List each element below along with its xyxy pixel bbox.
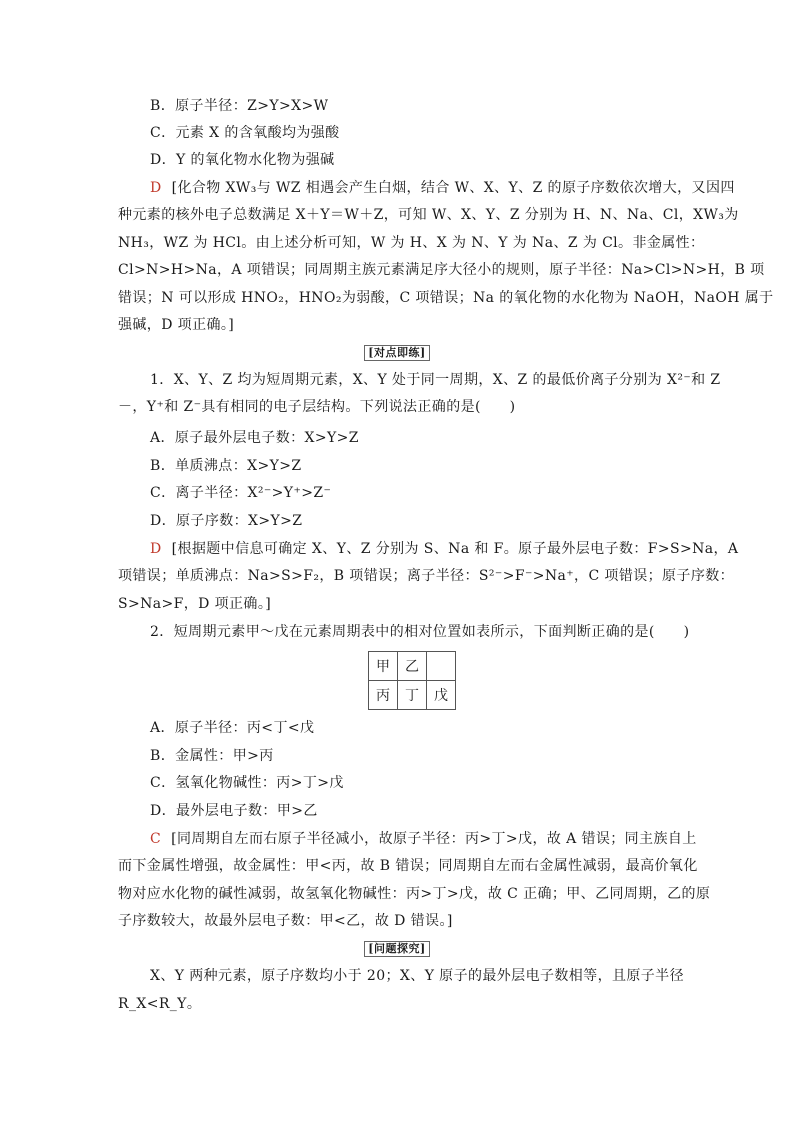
table-cell: 戊 xyxy=(427,681,456,710)
table-cell: 乙 xyxy=(398,652,427,681)
option-a: A．原子半径：丙<丁<戊 xyxy=(150,720,315,736)
option-d: D．最外层电子数：甲>乙 xyxy=(150,803,318,819)
answer-letter: D xyxy=(150,180,162,196)
answer-explanation-line: 项错误；单质沸点：Na>S>F₂，B 项错误；离子半径：S²⁻>F⁻>Na⁺，C 项错误；原子序数： xyxy=(118,568,735,584)
question-text: R_X<R_Y。 xyxy=(118,996,202,1012)
option-b: B．金属性：甲>丙 xyxy=(150,748,274,764)
table-cell: 丁 xyxy=(398,681,427,710)
answer-letter: D xyxy=(150,541,162,557)
table-cell: 丙 xyxy=(369,681,398,710)
question-text: X、Y 两种元素，原子序数均小于 20；X、Y 原子的最外层电子数相等，且原子半径 xyxy=(150,968,684,984)
answer-explanation-line: Cl>N>H>Na，A 项错误；同周期主族元素满足序大径小的规则，原子半径：Na>Cl>N>H，B 项 xyxy=(118,262,765,278)
answer-explanation-line: D [化合物 XW₃与 WZ 相遇会产生白烟，结合 W、X、Y、Z 的原子序数依次增大，又因四 xyxy=(150,180,735,196)
option-d: D．Y 的氧化物水化物为强碱 xyxy=(150,152,335,168)
section-heading: [对点即练] xyxy=(0,345,794,361)
table-cell xyxy=(427,652,456,681)
question-text: 1．X、Y、Z 均为短周期元素，X、Y 处于同一周期，X、Z 的最低价离子分别为 X²⁻和 Z xyxy=(150,372,721,388)
option-b: B．原子半径：Z>Y>X>W xyxy=(150,98,329,114)
section-heading: [问题探究] xyxy=(0,941,794,957)
periodic-position-table xyxy=(368,651,456,710)
option-c: C．离子半径：X²⁻>Y⁺>Z⁻ xyxy=(150,485,332,501)
answer-explanation-line: 错误；N 可以形成 HNO₂，HNO₂为弱酸，C 项错误；Na 的氧化物的水化物为 NaOH，NaOH 属于 xyxy=(118,290,774,306)
question-text: －，Y⁺和 Z⁻具有相同的电子层结构。下列说法正确的是( ) xyxy=(118,399,516,415)
option-b: B．单质沸点：X>Y>Z xyxy=(150,458,302,474)
answer-explanation-line: S>Na>F，D 项正确。] xyxy=(118,596,272,612)
answer-letter: C xyxy=(150,831,162,847)
answer-explanation-line: NH₃，WZ 为 HCl。由上述分析可知，W 为 H、X 为 N、Y 为 Na、Z 为 Cl。非金属性： xyxy=(118,235,705,251)
option-c: C．氢氧化物碱性：丙>丁>戊 xyxy=(150,775,344,791)
option-d: D．原子序数：X>Y>Z xyxy=(150,513,303,529)
answer-explanation-line: 而下金属性增强，故金属性：甲<丙，故 B 错误；同周期自左而右金属性减弱，最高价氧化 xyxy=(118,858,698,874)
option-c: C．元素 X 的含氧酸均为强酸 xyxy=(150,125,340,141)
question-text: 2．短周期元素甲～戊在元素周期表中的相对位置如表所示，下面判断正确的是( ) xyxy=(150,624,690,640)
table-cell: 甲 xyxy=(369,652,398,681)
answer-explanation-line: 子序数较大，故最外层电子数：甲<乙，故 D 错误。] xyxy=(118,913,453,929)
option-a: A．原子最外层电子数：X>Y>Z xyxy=(150,430,359,446)
answer-explanation-line: 种元素的核外电子总数满足 X＋Y＝W＋Z，可知 W、X、Y、Z 分别为 H、N、Na、Cl，XW₃为 xyxy=(118,207,739,223)
answer-explanation-line: 强碱，D 项正确。] xyxy=(118,317,235,333)
answer-explanation-line: D [根据题中信息可确定 X、Y、Z 分别为 S、Na 和 F。原子最外层电子数：F>S>Na，A xyxy=(150,541,739,557)
answer-explanation-line: C [同周期自左而右原子半径减小，故原子半径：丙>丁>戊，故 A 错误；同主族自上 xyxy=(150,831,697,847)
answer-explanation-line: 物对应水化物的碱性减弱，故氢氧化物碱性：丙>丁>戊，故 C 正确；甲、乙同周期，乙的原 xyxy=(118,886,711,902)
